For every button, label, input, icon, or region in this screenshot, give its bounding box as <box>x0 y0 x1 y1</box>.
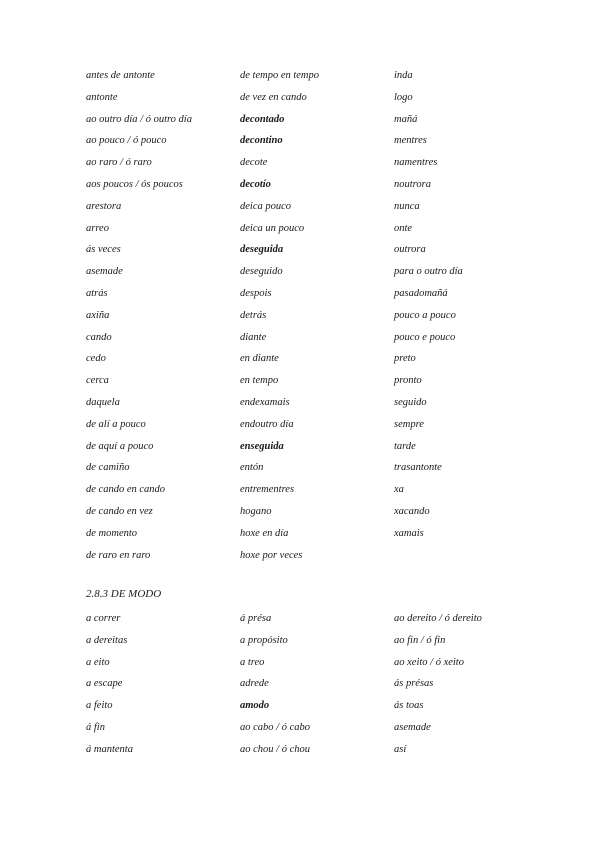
word-column-2 <box>240 65 395 566</box>
word-entry: endexamais <box>240 396 290 408</box>
word-entry: seguido <box>394 396 427 408</box>
section-heading-de-modo: 2.8.3 DE MODO <box>86 588 162 600</box>
word-entry: ao cabo / ó cabo <box>240 721 310 733</box>
word-column-3 <box>394 65 549 545</box>
word-entry: detrás <box>240 309 267 321</box>
word-entry: cerca <box>86 375 109 387</box>
word-entry: axiña <box>86 309 110 321</box>
word-entry: a escape <box>86 678 123 690</box>
word-entry: xacando <box>394 505 430 517</box>
word-column-2 <box>240 608 395 761</box>
word-entry: de momento <box>86 527 138 539</box>
word-entry: cedo <box>86 353 106 365</box>
word-entry: diante <box>240 331 267 343</box>
word-entry: xa <box>394 484 404 496</box>
word-entry: a dereitas <box>86 634 128 646</box>
word-entry: a treo <box>240 656 265 668</box>
word-entry: pronto <box>394 375 422 387</box>
word-entry: noutrora <box>394 178 431 190</box>
word-entry: pouco e pouco <box>394 331 456 343</box>
word-entry: asemade <box>86 266 123 278</box>
word-entry: arreo <box>86 222 109 234</box>
word-entry: asemade <box>394 721 431 733</box>
word-entry: hogano <box>240 505 272 517</box>
word-entry: namentres <box>394 157 438 169</box>
word-entry: a eito <box>86 656 110 668</box>
word-entry: ao pouco / ó pouco <box>86 135 167 147</box>
word-entry: deica un pouco <box>240 222 305 234</box>
word-entry: deseguida <box>240 244 284 256</box>
word-entry: amodo <box>240 700 270 712</box>
word-entry: en diante <box>240 353 279 365</box>
word-entry: ao chou / ó chou <box>240 743 310 755</box>
word-entry: a propósito <box>240 634 288 646</box>
word-entry: ao fin / ó fin <box>394 634 446 646</box>
word-entry: aos poucos / ós poucos <box>86 178 183 190</box>
word-entry: á mantenta <box>86 743 133 755</box>
word-entry: outrora <box>394 244 426 256</box>
word-entry: para o outro día <box>394 266 463 278</box>
word-entry: xamais <box>394 527 424 539</box>
word-entry: inda <box>394 70 413 81</box>
word-entry: de vez en cando <box>240 91 307 103</box>
word-entry: pouco a pouco <box>394 309 456 321</box>
word-entry: ao xeito / ó xeito <box>394 656 464 668</box>
word-entry: atrás <box>86 287 108 299</box>
word-entry: onte <box>394 222 413 234</box>
word-entry: logo <box>394 91 413 103</box>
word-entry: decotío <box>240 178 271 190</box>
word-entry: sempre <box>394 418 424 430</box>
word-entry: ao raro / ó raro <box>86 157 152 169</box>
word-entry: hoxe en día <box>240 527 289 539</box>
word-entry: nunca <box>394 200 420 212</box>
word-entry: endoutro día <box>240 418 294 430</box>
word-entry: mentres <box>394 135 427 147</box>
word-entry: de camiño <box>86 462 130 474</box>
word-entry: hoxe por veces <box>240 549 303 561</box>
word-entry: tarde <box>394 440 416 452</box>
word-entry: de alí a pouco <box>86 418 146 430</box>
word-entry: de cando en cando <box>86 484 166 496</box>
word-entry: ás présas <box>394 678 434 690</box>
word-entry: de cando en vez <box>86 505 153 517</box>
word-entry: ao dereito / ó dereito <box>394 613 482 624</box>
word-entry: de tempo en tempo <box>240 70 320 81</box>
word-entry: mañá <box>394 113 418 125</box>
word-entry: entón <box>240 462 264 474</box>
word-entry: decote <box>240 157 268 169</box>
word-entry: pasadomañá <box>394 287 448 299</box>
word-entry: entrementres <box>240 484 295 496</box>
word-entry: antonte <box>86 91 118 103</box>
word-entry: á présa <box>240 613 272 624</box>
word-entry: ao outro día / ó outro día <box>86 113 192 125</box>
word-entry: preto <box>394 353 416 365</box>
word-entry: daquela <box>86 396 120 408</box>
word-entry: cando <box>86 331 112 343</box>
word-entry: trasantonte <box>394 462 442 474</box>
word-column-1 <box>86 65 241 566</box>
word-entry: ás toas <box>394 700 424 712</box>
word-column-3 <box>394 608 549 761</box>
word-entry: adrede <box>240 678 269 690</box>
word-entry: arestora <box>86 200 122 212</box>
word-entry: decontino <box>240 135 283 147</box>
word-entry: antes de antonte <box>86 70 155 81</box>
word-entry: á fin <box>86 721 105 733</box>
word-entry: decontado <box>240 113 285 125</box>
word-entry: a feito <box>86 700 113 712</box>
word-entry: de aquí a pouco <box>86 440 154 452</box>
word-entry: deseguido <box>240 266 283 278</box>
word-entry: de raro en raro <box>86 549 151 561</box>
word-entry: ás veces <box>86 244 121 256</box>
word-entry: en tempo <box>240 375 279 387</box>
word-entry: despois <box>240 287 272 299</box>
word-entry: a correr <box>86 613 121 624</box>
word-entry: así <box>394 743 407 755</box>
word-column-1 <box>86 608 241 761</box>
word-entry: deica pouco <box>240 200 292 212</box>
word-entry: enseguida <box>240 440 284 452</box>
